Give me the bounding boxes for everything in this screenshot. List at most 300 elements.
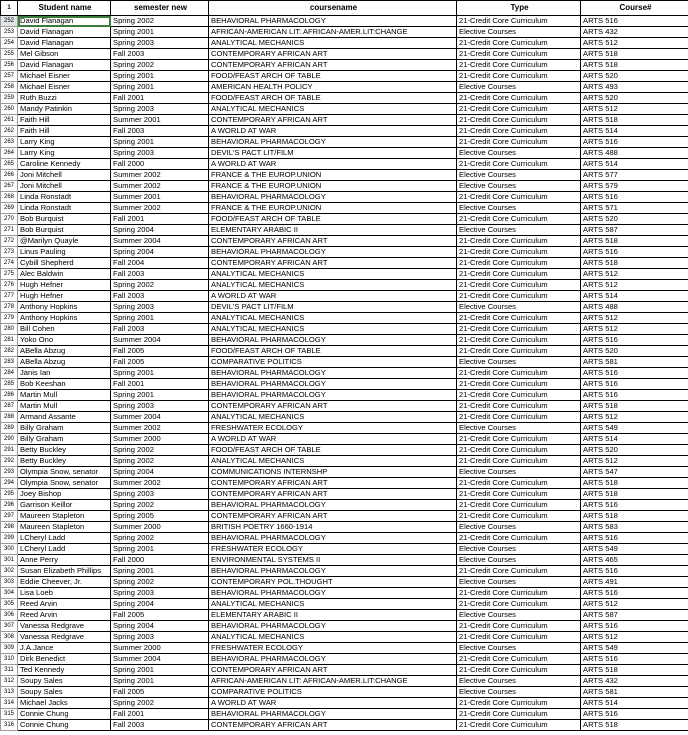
course-number-cell[interactable]: ARTS 518 bbox=[581, 478, 688, 489]
coursename-cell[interactable]: ANALYTICAL MECHANICS bbox=[209, 456, 457, 467]
student-name-cell[interactable]: Bill Cohen bbox=[18, 324, 111, 335]
student-name-cell[interactable]: Bob Keeshan bbox=[18, 379, 111, 390]
student-name-cell[interactable]: Olympia Snow, senator bbox=[18, 478, 111, 489]
semester-cell[interactable]: Spring 2003 bbox=[111, 104, 209, 115]
row-number[interactable]: 265 bbox=[1, 159, 18, 170]
coursename-cell[interactable]: CONTEMPORARY AFRICAN ART bbox=[209, 511, 457, 522]
table-row[interactable] bbox=[1, 313, 688, 324]
student-name-cell[interactable]: Joni Mitchell bbox=[18, 170, 111, 181]
row-number[interactable]: 283 bbox=[1, 357, 18, 368]
course-number-cell[interactable]: ARTS 587 bbox=[581, 225, 688, 236]
table-row[interactable] bbox=[1, 566, 688, 577]
semester-cell[interactable]: Spring 2001 bbox=[111, 137, 209, 148]
course-number-cell[interactable]: ARTS 571 bbox=[581, 203, 688, 214]
course-number-cell[interactable]: ARTS 518 bbox=[581, 489, 688, 500]
row-number[interactable]: 313 bbox=[1, 687, 18, 698]
coursename-cell[interactable]: A WORLD AT WAR bbox=[209, 126, 457, 137]
semester-cell[interactable]: Spring 2002 bbox=[111, 16, 209, 27]
type-cell[interactable]: 21-Credit Core Curriculum bbox=[457, 346, 581, 357]
coursename-cell[interactable]: BEHAVIORAL PHARMACOLOGY bbox=[209, 588, 457, 599]
course-number-cell[interactable]: ARTS 516 bbox=[581, 137, 688, 148]
type-cell[interactable]: 21-Credit Core Curriculum bbox=[457, 654, 581, 665]
student-name-cell[interactable]: Vanessa Redgrave bbox=[18, 632, 111, 643]
coursename-cell[interactable]: FRANCE & THE EUROP.UNION bbox=[209, 170, 457, 181]
coursename-cell[interactable]: BRITISH POETRY 1660-1914 bbox=[209, 522, 457, 533]
semester-cell[interactable]: Spring 2002 bbox=[111, 577, 209, 588]
row-number[interactable]: 263 bbox=[1, 137, 18, 148]
row-number[interactable]: 255 bbox=[1, 49, 18, 60]
table-row[interactable] bbox=[1, 588, 688, 599]
row-number[interactable]: 275 bbox=[1, 269, 18, 280]
type-cell[interactable]: Elective Courses bbox=[457, 302, 581, 313]
course-number-cell[interactable]: ARTS 512 bbox=[581, 599, 688, 610]
student-name-cell[interactable]: Maureen Stapleton bbox=[18, 511, 111, 522]
student-name-cell[interactable]: Joni Mitchell bbox=[18, 181, 111, 192]
semester-cell[interactable]: Spring 2004 bbox=[111, 467, 209, 478]
course-number-cell[interactable]: ARTS 465 bbox=[581, 555, 688, 566]
type-cell[interactable]: 21-Credit Core Curriculum bbox=[457, 698, 581, 709]
course-number-cell[interactable]: ARTS 577 bbox=[581, 170, 688, 181]
table-row[interactable] bbox=[1, 489, 688, 500]
semester-cell[interactable]: Fall 2003 bbox=[111, 324, 209, 335]
row-number[interactable]: 300 bbox=[1, 544, 18, 555]
row-number[interactable]: 260 bbox=[1, 104, 18, 115]
type-cell[interactable]: 21-Credit Core Curriculum bbox=[457, 214, 581, 225]
type-cell[interactable]: 21-Credit Core Curriculum bbox=[457, 269, 581, 280]
table-row[interactable] bbox=[1, 357, 688, 368]
row-number[interactable]: 292 bbox=[1, 456, 18, 467]
row-number[interactable]: 290 bbox=[1, 434, 18, 445]
course-number-cell[interactable]: ARTS 512 bbox=[581, 456, 688, 467]
student-name-cell[interactable]: ABella Abzug bbox=[18, 357, 111, 368]
coursename-cell[interactable]: FRESHWATER ECOLOGY bbox=[209, 423, 457, 434]
row-number[interactable]: 295 bbox=[1, 489, 18, 500]
coursename-cell[interactable]: FOOD/FEAST ARCH OF TABLE bbox=[209, 93, 457, 104]
coursename-cell[interactable]: ELEMENTARY ARABIC II bbox=[209, 225, 457, 236]
course-number-cell[interactable]: ARTS 516 bbox=[581, 654, 688, 665]
table-row[interactable] bbox=[1, 522, 688, 533]
table-row[interactable] bbox=[1, 423, 688, 434]
student-name-cell[interactable]: ABella Abzug bbox=[18, 346, 111, 357]
semester-cell[interactable]: Spring 2001 bbox=[111, 390, 209, 401]
table-row[interactable] bbox=[1, 467, 688, 478]
column-header-student-name[interactable]: Student name bbox=[18, 1, 111, 16]
student-name-cell[interactable]: Vanessa Redgrave bbox=[18, 621, 111, 632]
row-number[interactable]: 316 bbox=[1, 720, 18, 731]
student-name-cell[interactable]: Connie Chung bbox=[18, 720, 111, 731]
table-row[interactable] bbox=[1, 698, 688, 709]
course-number-cell[interactable]: ARTS 493 bbox=[581, 82, 688, 93]
course-number-cell[interactable]: ARTS 512 bbox=[581, 632, 688, 643]
type-cell[interactable]: Elective Courses bbox=[457, 676, 581, 687]
table-row[interactable] bbox=[1, 291, 688, 302]
student-name-cell[interactable]: Caroline Kennedy bbox=[18, 159, 111, 170]
course-number-cell[interactable]: ARTS 512 bbox=[581, 104, 688, 115]
type-cell[interactable]: 21-Credit Core Curriculum bbox=[457, 60, 581, 71]
row-number[interactable]: 298 bbox=[1, 522, 18, 533]
coursename-cell[interactable]: FRESHWATER ECOLOGY bbox=[209, 643, 457, 654]
course-number-cell[interactable]: ARTS 518 bbox=[581, 511, 688, 522]
course-number-cell[interactable]: ARTS 518 bbox=[581, 49, 688, 60]
semester-cell[interactable]: Summer 2004 bbox=[111, 335, 209, 346]
course-number-cell[interactable]: ARTS 516 bbox=[581, 247, 688, 258]
coursename-cell[interactable]: FOOD/FEAST ARCH OF TABLE bbox=[209, 346, 457, 357]
course-number-cell[interactable]: ARTS 488 bbox=[581, 302, 688, 313]
row-number[interactable]: 284 bbox=[1, 368, 18, 379]
coursename-cell[interactable]: BEHAVIORAL PHARMACOLOGY bbox=[209, 654, 457, 665]
row-number[interactable]: 267 bbox=[1, 181, 18, 192]
course-number-cell[interactable]: ARTS 518 bbox=[581, 236, 688, 247]
row-number[interactable]: 264 bbox=[1, 148, 18, 159]
coursename-cell[interactable]: CONTEMPORARY AFRICAN ART bbox=[209, 478, 457, 489]
course-number-cell[interactable]: ARTS 518 bbox=[581, 60, 688, 71]
coursename-cell[interactable]: BEHAVIORAL PHARMACOLOGY bbox=[209, 533, 457, 544]
student-name-cell[interactable]: Betty Buckley bbox=[18, 445, 111, 456]
semester-cell[interactable]: Summer 2000 bbox=[111, 643, 209, 654]
type-cell[interactable]: 21-Credit Core Curriculum bbox=[457, 489, 581, 500]
type-cell[interactable]: 21-Credit Core Curriculum bbox=[457, 434, 581, 445]
coursename-cell[interactable]: BEHAVIORAL PHARMACOLOGY bbox=[209, 390, 457, 401]
coursename-cell[interactable]: A WORLD AT WAR bbox=[209, 159, 457, 170]
type-cell[interactable]: 21-Credit Core Curriculum bbox=[457, 368, 581, 379]
coursename-cell[interactable]: ANALYTICAL MECHANICS bbox=[209, 412, 457, 423]
row-number[interactable]: 297 bbox=[1, 511, 18, 522]
student-name-cell[interactable]: Ted Kennedy bbox=[18, 665, 111, 676]
student-name-cell[interactable]: Eddie Cheever, Jr. bbox=[18, 577, 111, 588]
coursename-cell[interactable]: BEHAVIORAL PHARMACOLOGY bbox=[209, 247, 457, 258]
row-number[interactable]: 286 bbox=[1, 390, 18, 401]
type-cell[interactable]: 21-Credit Core Curriculum bbox=[457, 313, 581, 324]
table-row[interactable] bbox=[1, 16, 688, 27]
semester-cell[interactable]: Summer 2004 bbox=[111, 654, 209, 665]
row-number[interactable]: 259 bbox=[1, 93, 18, 104]
semester-cell[interactable]: Spring 2004 bbox=[111, 225, 209, 236]
coursename-cell[interactable]: ANALYTICAL MECHANICS bbox=[209, 280, 457, 291]
type-cell[interactable]: 21-Credit Core Curriculum bbox=[457, 49, 581, 60]
row-number[interactable]: 253 bbox=[1, 27, 18, 38]
coursename-cell[interactable]: ANALYTICAL MECHANICS bbox=[209, 104, 457, 115]
row-number[interactable]: 303 bbox=[1, 577, 18, 588]
row-number[interactable]: 276 bbox=[1, 280, 18, 291]
student-name-cell[interactable]: Martin Mull bbox=[18, 390, 111, 401]
coursename-cell[interactable]: A WORLD AT WAR bbox=[209, 698, 457, 709]
row-number[interactable]: 294 bbox=[1, 478, 18, 489]
coursename-cell[interactable]: BEHAVIORAL PHARMACOLOGY bbox=[209, 335, 457, 346]
type-cell[interactable]: 21-Credit Core Curriculum bbox=[457, 401, 581, 412]
type-cell[interactable]: Elective Courses bbox=[457, 643, 581, 654]
semester-cell[interactable]: Summer 2001 bbox=[111, 192, 209, 203]
student-name-cell[interactable]: @Marilyn Quayle bbox=[18, 236, 111, 247]
type-cell[interactable]: Elective Courses bbox=[457, 225, 581, 236]
coursename-cell[interactable]: ANALYTICAL MECHANICS bbox=[209, 269, 457, 280]
course-number-cell[interactable]: ARTS 518 bbox=[581, 720, 688, 731]
coursename-cell[interactable]: FRANCE & THE EUROP.UNION bbox=[209, 181, 457, 192]
semester-cell[interactable]: Fall 2003 bbox=[111, 126, 209, 137]
table-row[interactable] bbox=[1, 401, 688, 412]
semester-cell[interactable]: Summer 2002 bbox=[111, 170, 209, 181]
coursename-cell[interactable]: A WORLD AT WAR bbox=[209, 434, 457, 445]
course-number-cell[interactable]: ARTS 516 bbox=[581, 566, 688, 577]
type-cell[interactable]: 21-Credit Core Curriculum bbox=[457, 115, 581, 126]
student-name-cell[interactable]: Joey Bishop bbox=[18, 489, 111, 500]
table-row[interactable] bbox=[1, 687, 688, 698]
table-row[interactable] bbox=[1, 456, 688, 467]
type-cell[interactable]: 21-Credit Core Curriculum bbox=[457, 533, 581, 544]
student-name-cell[interactable]: Larry King bbox=[18, 137, 111, 148]
table-row[interactable] bbox=[1, 192, 688, 203]
student-name-cell[interactable]: Anthony Hopkins bbox=[18, 313, 111, 324]
type-cell[interactable]: Elective Courses bbox=[457, 357, 581, 368]
course-number-cell[interactable]: ARTS 516 bbox=[581, 533, 688, 544]
row-number[interactable]: 312 bbox=[1, 676, 18, 687]
semester-cell[interactable]: Spring 2001 bbox=[111, 71, 209, 82]
table-row[interactable] bbox=[1, 258, 688, 269]
table-row[interactable] bbox=[1, 181, 688, 192]
course-number-cell[interactable]: ARTS 581 bbox=[581, 687, 688, 698]
row-number[interactable]: 301 bbox=[1, 555, 18, 566]
type-cell[interactable]: 21-Credit Core Curriculum bbox=[457, 621, 581, 632]
student-name-cell[interactable]: Billy Graham bbox=[18, 434, 111, 445]
coursename-cell[interactable]: BEHAVIORAL PHARMACOLOGY bbox=[209, 379, 457, 390]
type-cell[interactable]: 21-Credit Core Curriculum bbox=[457, 236, 581, 247]
type-cell[interactable]: 21-Credit Core Curriculum bbox=[457, 478, 581, 489]
type-cell[interactable]: 21-Credit Core Curriculum bbox=[457, 709, 581, 720]
coursename-cell[interactable]: FRANCE & THE EUROP.UNION bbox=[209, 203, 457, 214]
student-name-cell[interactable]: Reed Arvin bbox=[18, 610, 111, 621]
type-cell[interactable]: Elective Courses bbox=[457, 181, 581, 192]
table-row[interactable] bbox=[1, 269, 688, 280]
student-name-cell[interactable]: Anne Perry bbox=[18, 555, 111, 566]
coursename-cell[interactable]: ANALYTICAL MECHANICS bbox=[209, 324, 457, 335]
table-row[interactable] bbox=[1, 82, 688, 93]
semester-cell[interactable]: Spring 2004 bbox=[111, 247, 209, 258]
row-number[interactable]: 269 bbox=[1, 203, 18, 214]
course-number-cell[interactable]: ARTS 516 bbox=[581, 368, 688, 379]
table-row[interactable] bbox=[1, 71, 688, 82]
course-number-cell[interactable]: ARTS 516 bbox=[581, 500, 688, 511]
row-number[interactable]: 305 bbox=[1, 599, 18, 610]
type-cell[interactable]: 21-Credit Core Curriculum bbox=[457, 720, 581, 731]
semester-cell[interactable]: Fall 2001 bbox=[111, 709, 209, 720]
table-row[interactable] bbox=[1, 93, 688, 104]
table-row[interactable] bbox=[1, 621, 688, 632]
row-number[interactable]: 307 bbox=[1, 621, 18, 632]
semester-cell[interactable]: Spring 2001 bbox=[111, 368, 209, 379]
table-row[interactable] bbox=[1, 445, 688, 456]
coursename-cell[interactable]: FRESHWATER ECOLOGY bbox=[209, 544, 457, 555]
coursename-cell[interactable]: BEHAVIORAL PHARMACOLOGY bbox=[209, 192, 457, 203]
table-row[interactable] bbox=[1, 137, 688, 148]
type-cell[interactable]: 21-Credit Core Curriculum bbox=[457, 335, 581, 346]
coursename-cell[interactable]: AFRICAN-AMERICAN LIT: AFRICAN-AMER.LIT:CHANGE bbox=[209, 676, 457, 687]
semester-cell[interactable]: Spring 2002 bbox=[111, 698, 209, 709]
course-number-cell[interactable]: ARTS 549 bbox=[581, 544, 688, 555]
table-row[interactable] bbox=[1, 577, 688, 588]
course-number-cell[interactable]: ARTS 512 bbox=[581, 412, 688, 423]
table-row[interactable] bbox=[1, 159, 688, 170]
semester-cell[interactable]: Fall 2000 bbox=[111, 159, 209, 170]
student-name-cell[interactable]: Mandy Patinkin bbox=[18, 104, 111, 115]
table-row[interactable] bbox=[1, 643, 688, 654]
column-header-semester[interactable]: semester new bbox=[111, 1, 209, 16]
type-cell[interactable]: Elective Courses bbox=[457, 555, 581, 566]
student-name-cell[interactable]: Cybill Shepherd bbox=[18, 258, 111, 269]
student-name-cell[interactable]: Soupy Sales bbox=[18, 676, 111, 687]
table-row[interactable] bbox=[1, 247, 688, 258]
coursename-cell[interactable]: ANALYTICAL MECHANICS bbox=[209, 38, 457, 49]
student-name-cell[interactable]: Alec Baldwin bbox=[18, 269, 111, 280]
type-cell[interactable]: 21-Credit Core Curriculum bbox=[457, 566, 581, 577]
coursename-cell[interactable]: FOOD/FEAST ARCH OF TABLE bbox=[209, 214, 457, 225]
column-header-type[interactable]: Type bbox=[457, 1, 581, 16]
table-row[interactable] bbox=[1, 665, 688, 676]
coursename-cell[interactable]: ANALYTICAL MECHANICS bbox=[209, 599, 457, 610]
row-number[interactable]: 299 bbox=[1, 533, 18, 544]
row-number[interactable]: 304 bbox=[1, 588, 18, 599]
semester-cell[interactable]: Spring 2002 bbox=[111, 533, 209, 544]
table-row[interactable] bbox=[1, 434, 688, 445]
course-number-cell[interactable]: ARTS 549 bbox=[581, 423, 688, 434]
coursename-cell[interactable]: CONTEMPORARY AFRICAN ART bbox=[209, 401, 457, 412]
table-row[interactable] bbox=[1, 379, 688, 390]
type-cell[interactable]: 21-Credit Core Curriculum bbox=[457, 126, 581, 137]
coursename-cell[interactable]: CONTEMPORARY AFRICAN ART bbox=[209, 720, 457, 731]
student-name-cell[interactable]: Betty Buckley bbox=[18, 456, 111, 467]
course-number-cell[interactable]: ARTS 520 bbox=[581, 346, 688, 357]
course-number-cell[interactable]: ARTS 516 bbox=[581, 335, 688, 346]
course-number-cell[interactable]: ARTS 520 bbox=[581, 71, 688, 82]
type-cell[interactable]: 21-Credit Core Curriculum bbox=[457, 16, 581, 27]
coursename-cell[interactable]: BEHAVIORAL PHARMACOLOGY bbox=[209, 137, 457, 148]
course-number-cell[interactable]: ARTS 516 bbox=[581, 709, 688, 720]
table-row[interactable] bbox=[1, 335, 688, 346]
semester-cell[interactable]: Spring 2003 bbox=[111, 632, 209, 643]
coursename-cell[interactable]: BEHAVIORAL PHARMACOLOGY bbox=[209, 368, 457, 379]
semester-cell[interactable]: Fall 2003 bbox=[111, 291, 209, 302]
student-name-cell[interactable]: Mel Gibson bbox=[18, 49, 111, 60]
student-name-cell[interactable]: Linda Ronstadt bbox=[18, 203, 111, 214]
type-cell[interactable]: 21-Credit Core Curriculum bbox=[457, 192, 581, 203]
row-number[interactable]: 279 bbox=[1, 313, 18, 324]
student-name-cell[interactable]: Hugh Hefner bbox=[18, 280, 111, 291]
table-row[interactable] bbox=[1, 478, 688, 489]
semester-cell[interactable]: Summer 2004 bbox=[111, 412, 209, 423]
student-name-cell[interactable]: Reed Arvin bbox=[18, 599, 111, 610]
course-number-cell[interactable]: ARTS 516 bbox=[581, 16, 688, 27]
student-name-cell[interactable]: J.A.Jance bbox=[18, 643, 111, 654]
table-row[interactable] bbox=[1, 170, 688, 181]
course-number-cell[interactable]: ARTS 514 bbox=[581, 126, 688, 137]
course-number-cell[interactable]: ARTS 512 bbox=[581, 269, 688, 280]
type-cell[interactable]: 21-Credit Core Curriculum bbox=[457, 324, 581, 335]
course-number-cell[interactable]: ARTS 516 bbox=[581, 192, 688, 203]
table-row[interactable] bbox=[1, 49, 688, 60]
course-number-cell[interactable]: ARTS 516 bbox=[581, 390, 688, 401]
student-name-cell[interactable]: Michael Jacks bbox=[18, 698, 111, 709]
coursename-cell[interactable]: CONTEMPORARY AFRICAN ART bbox=[209, 489, 457, 500]
student-name-cell[interactable]: Susan Elizabeth Phillips bbox=[18, 566, 111, 577]
student-name-cell[interactable]: Billy Graham bbox=[18, 423, 111, 434]
student-name-cell[interactable]: Larry King bbox=[18, 148, 111, 159]
coursename-cell[interactable]: ANALYTICAL MECHANICS bbox=[209, 313, 457, 324]
course-number-cell[interactable]: ARTS 547 bbox=[581, 467, 688, 478]
student-name-cell[interactable]: Janis Ian bbox=[18, 368, 111, 379]
course-number-cell[interactable]: ARTS 518 bbox=[581, 115, 688, 126]
type-cell[interactable]: 21-Credit Core Curriculum bbox=[457, 390, 581, 401]
semester-cell[interactable]: Spring 2001 bbox=[111, 313, 209, 324]
table-row[interactable] bbox=[1, 225, 688, 236]
table-row[interactable] bbox=[1, 412, 688, 423]
type-cell[interactable]: 21-Credit Core Curriculum bbox=[457, 412, 581, 423]
table-row[interactable] bbox=[1, 500, 688, 511]
row-number[interactable]: 273 bbox=[1, 247, 18, 258]
student-name-cell[interactable]: LCheryl Ladd bbox=[18, 533, 111, 544]
coursename-cell[interactable]: BEHAVIORAL PHARMACOLOGY bbox=[209, 16, 457, 27]
type-cell[interactable]: Elective Courses bbox=[457, 687, 581, 698]
row-number[interactable]: 306 bbox=[1, 610, 18, 621]
row-number[interactable]: 308 bbox=[1, 632, 18, 643]
table-row[interactable] bbox=[1, 236, 688, 247]
coursename-cell[interactable]: A WORLD AT WAR bbox=[209, 291, 457, 302]
row-number[interactable]: 314 bbox=[1, 698, 18, 709]
semester-cell[interactable]: Fall 2001 bbox=[111, 379, 209, 390]
semester-cell[interactable]: Fall 2001 bbox=[111, 93, 209, 104]
student-name-cell[interactable]: LCheryl Ladd bbox=[18, 544, 111, 555]
semester-cell[interactable]: Fall 2001 bbox=[111, 214, 209, 225]
table-row[interactable] bbox=[1, 511, 688, 522]
student-name-cell[interactable]: Michael Eisner bbox=[18, 71, 111, 82]
type-cell[interactable]: Elective Courses bbox=[457, 522, 581, 533]
table-row[interactable] bbox=[1, 533, 688, 544]
type-cell[interactable]: 21-Credit Core Curriculum bbox=[457, 71, 581, 82]
course-number-cell[interactable]: ARTS 549 bbox=[581, 643, 688, 654]
table-row[interactable] bbox=[1, 148, 688, 159]
coursename-cell[interactable]: CONTEMPORARY AFRICAN ART bbox=[209, 115, 457, 126]
row-number[interactable]: 282 bbox=[1, 346, 18, 357]
course-number-cell[interactable]: ARTS 516 bbox=[581, 588, 688, 599]
column-header-course-number[interactable]: Course# bbox=[581, 1, 688, 16]
row-number[interactable]: 293 bbox=[1, 467, 18, 478]
row-number[interactable]: 302 bbox=[1, 566, 18, 577]
semester-cell[interactable]: Summer 2001 bbox=[111, 115, 209, 126]
column-header-coursename[interactable]: coursename bbox=[209, 1, 457, 16]
table-row[interactable] bbox=[1, 126, 688, 137]
coursename-cell[interactable]: ANALYTICAL MECHANICS bbox=[209, 632, 457, 643]
course-number-cell[interactable]: ARTS 432 bbox=[581, 27, 688, 38]
student-name-cell[interactable]: Armand Assante bbox=[18, 412, 111, 423]
table-row[interactable] bbox=[1, 115, 688, 126]
table-row[interactable] bbox=[1, 720, 688, 731]
course-number-cell[interactable]: ARTS 518 bbox=[581, 401, 688, 412]
semester-cell[interactable]: Summer 2000 bbox=[111, 522, 209, 533]
row-number[interactable]: 288 bbox=[1, 412, 18, 423]
student-name-cell[interactable]: David Flanagan bbox=[18, 27, 111, 38]
type-cell[interactable]: 21-Credit Core Curriculum bbox=[457, 291, 581, 302]
semester-cell[interactable]: Fall 2005 bbox=[111, 687, 209, 698]
coursename-cell[interactable]: AMERICAN HEALTH POLICY bbox=[209, 82, 457, 93]
student-name-cell[interactable]: Soupy Sales bbox=[18, 687, 111, 698]
type-cell[interactable]: Elective Courses bbox=[457, 423, 581, 434]
coursename-cell[interactable]: DEVIL'S PACT LIT/FILM bbox=[209, 302, 457, 313]
student-name-cell[interactable]: Maureen Stapleton bbox=[18, 522, 111, 533]
course-number-cell[interactable]: ARTS 514 bbox=[581, 291, 688, 302]
type-cell[interactable]: Elective Courses bbox=[457, 82, 581, 93]
student-name-cell[interactable]: Anthony Hopkins bbox=[18, 302, 111, 313]
course-number-cell[interactable]: ARTS 491 bbox=[581, 577, 688, 588]
type-cell[interactable]: 21-Credit Core Curriculum bbox=[457, 104, 581, 115]
course-number-cell[interactable]: ARTS 520 bbox=[581, 445, 688, 456]
course-number-cell[interactable]: ARTS 579 bbox=[581, 181, 688, 192]
